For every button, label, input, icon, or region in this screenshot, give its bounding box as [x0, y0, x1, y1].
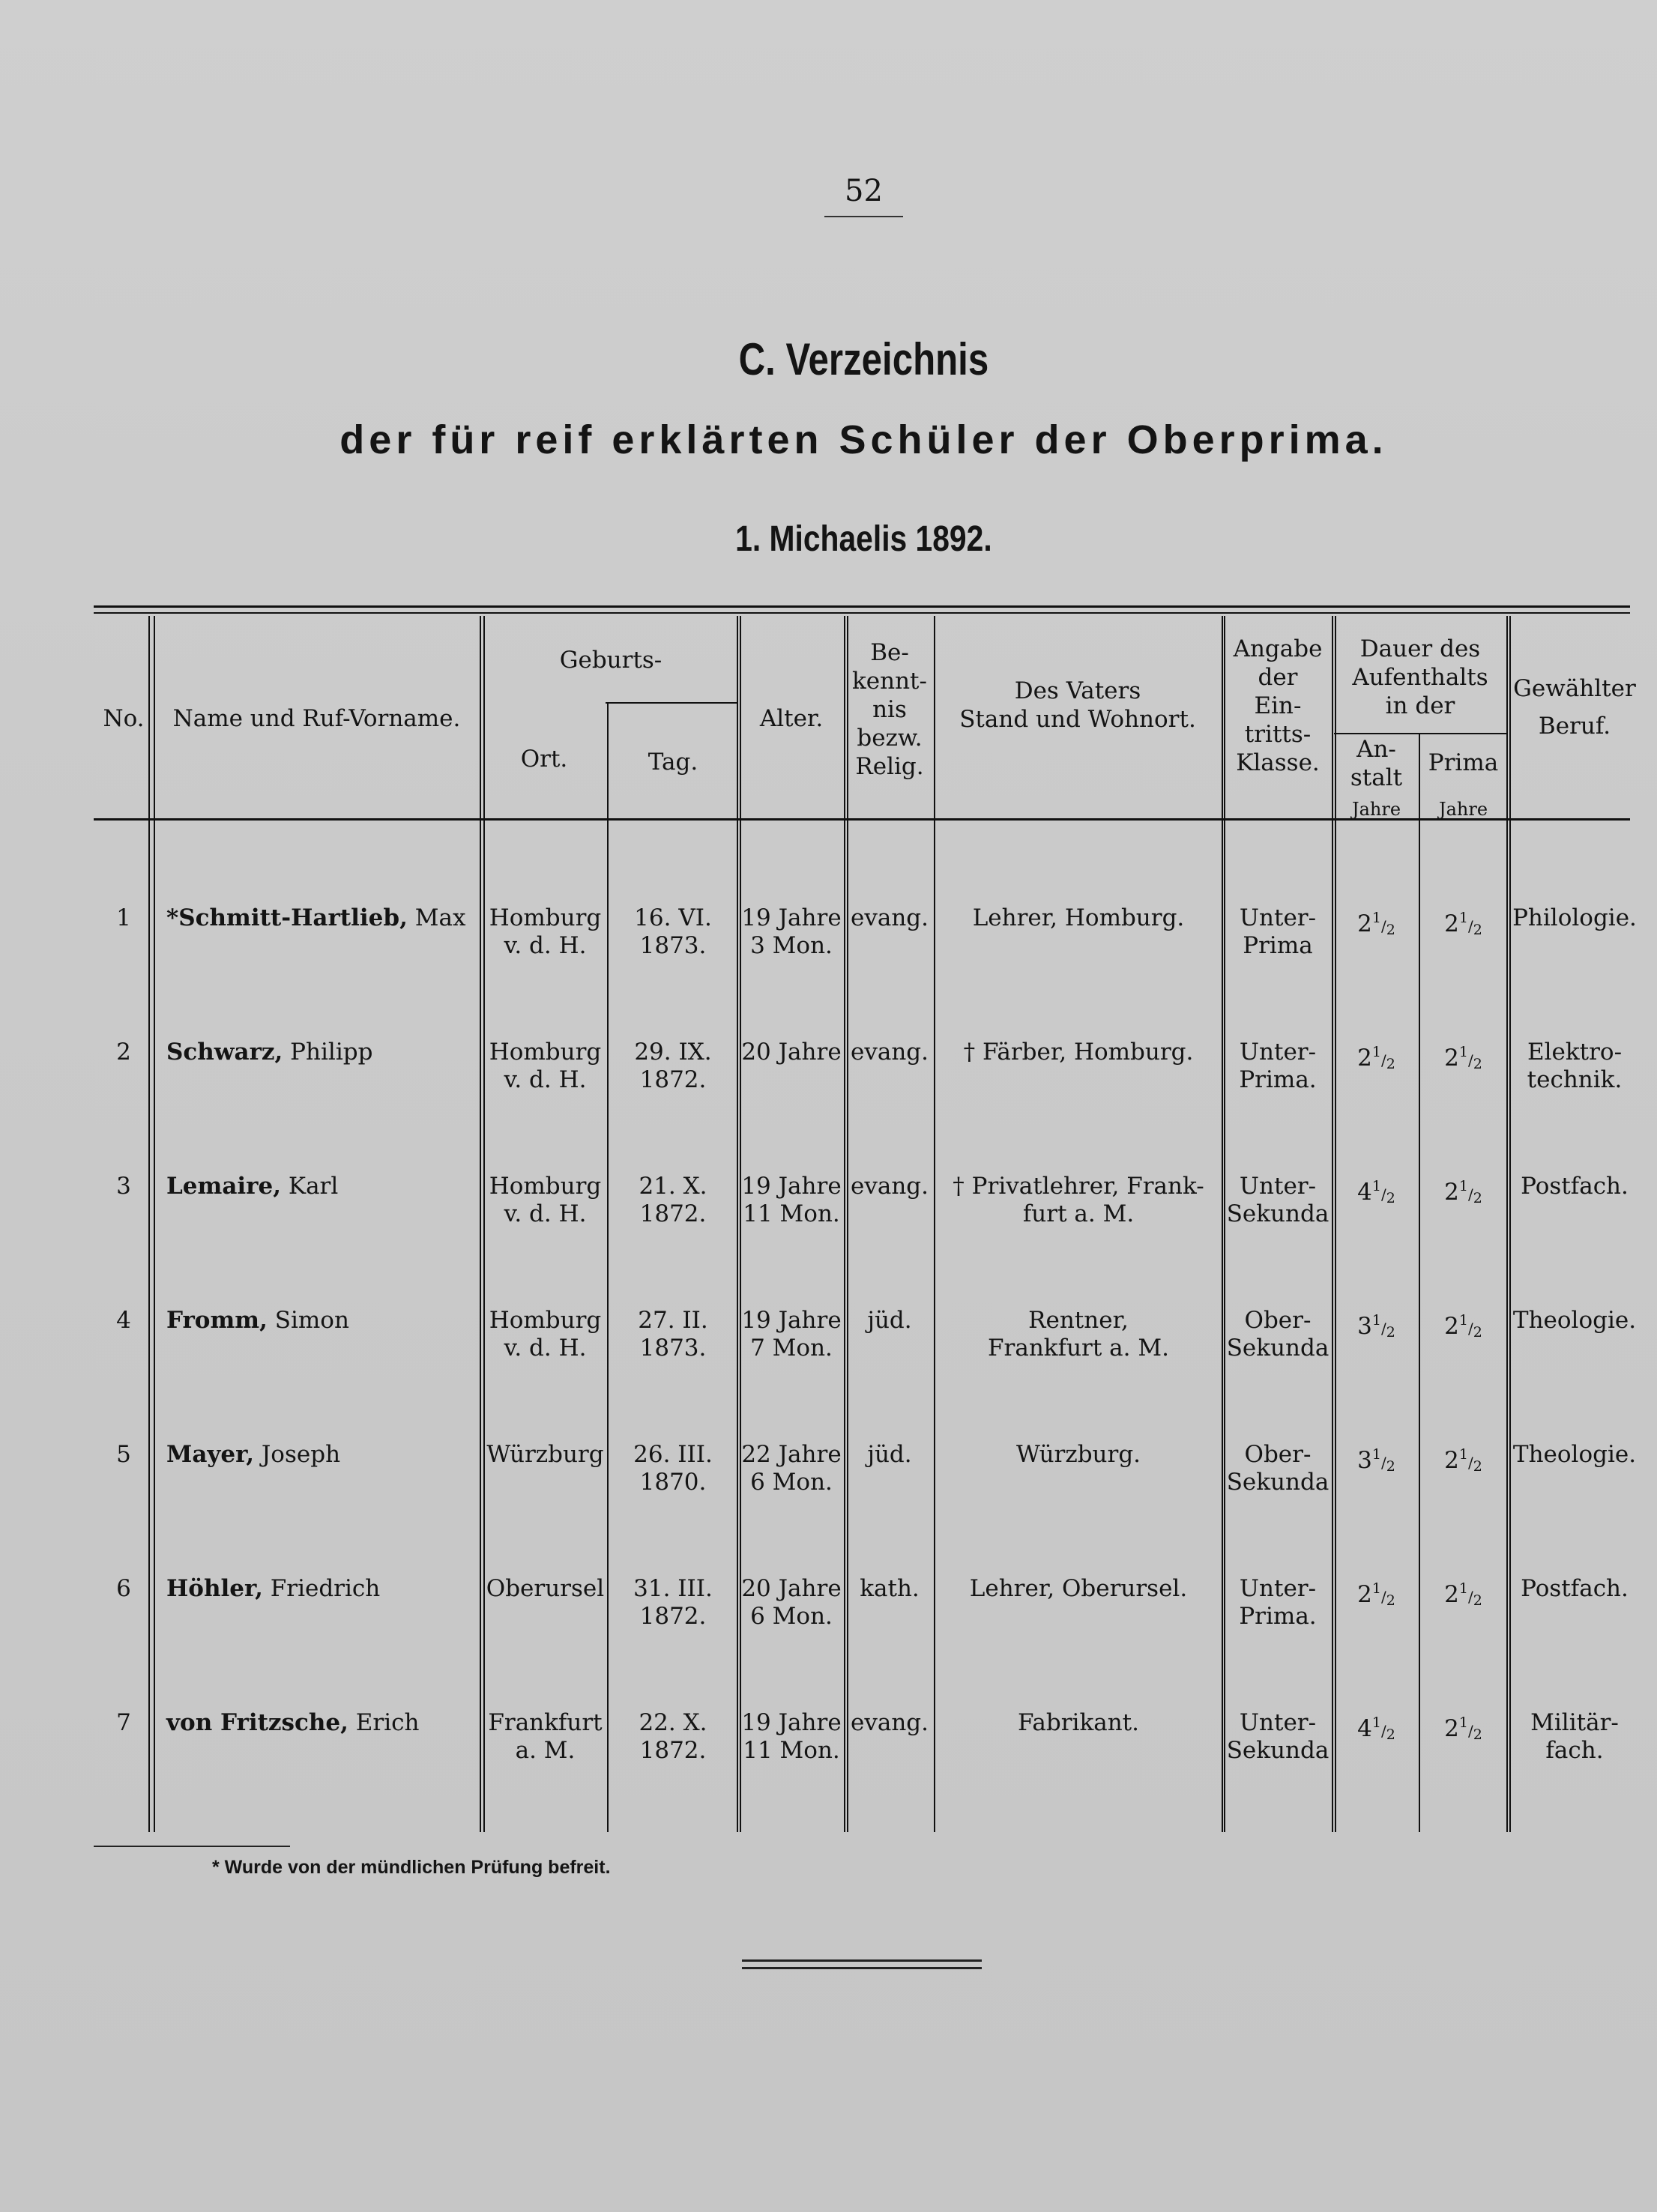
age: 19 Jahre 11 Mon. [741, 1709, 842, 1764]
header-anstalt-unit: Jahre [1351, 799, 1401, 820]
header-bekenntnis: Be- kennt- nis bezw. Relig. [852, 639, 927, 780]
footnote-rule [94, 1846, 290, 1847]
row-number: 7 [116, 1709, 131, 1736]
birth-date: 27. II. 1873. [638, 1307, 708, 1362]
chosen-profession: Militär- fach. [1530, 1709, 1619, 1764]
religion: kath. [860, 1575, 920, 1602]
header-prima-unit: Jahre [1438, 799, 1488, 820]
age: 19 Jahre 3 Mon. [741, 904, 842, 959]
birth-place: Frankfurt a. M. [488, 1709, 603, 1764]
column-rule [154, 616, 155, 1832]
entry-class: Unter- Sekunda [1226, 1709, 1329, 1764]
birth-date: 31. III. 1872. [633, 1575, 713, 1630]
years-at-school: $3^1/_2$ [1357, 1312, 1395, 1341]
student-surname: Fromm, [166, 1307, 268, 1334]
chosen-profession: Postfach. [1521, 1575, 1629, 1602]
student-firstname: Karl [288, 1173, 339, 1200]
chosen-profession: Postfach. [1521, 1173, 1629, 1200]
birth-place: Homburg v. d. H. [489, 1039, 602, 1093]
religion: evang. [850, 1709, 929, 1736]
header-angabe: Angabe der Ein- tritts- Klasse. [1233, 635, 1323, 776]
years-at-school: $2^1/_2$ [1357, 1580, 1395, 1609]
row-number: 2 [116, 1039, 131, 1066]
header-beruf: Gewählter Beruf. [1513, 675, 1636, 740]
student-surname: *Schmitt-Hartlieb, [166, 904, 408, 931]
entry-class: Unter- Prima. [1239, 1575, 1317, 1630]
header-alter: Alter. [759, 705, 824, 732]
birth-place: Würzburg [486, 1441, 604, 1468]
student-firstname: Simon [274, 1307, 349, 1334]
entry-class: Ober- Sekunda [1226, 1307, 1329, 1362]
student-name [166, 1307, 481, 1335]
row-number: 1 [116, 904, 131, 931]
student-firstname: Philipp [290, 1039, 373, 1066]
age: 22 Jahre 6 Mon. [741, 1441, 842, 1496]
father-occupation: Lehrer, Oberursel. [969, 1575, 1188, 1602]
student-surname: Lemaire, [166, 1173, 282, 1200]
birth-date: 29. IX. 1872. [634, 1039, 712, 1093]
father-occupation: Fabrikant. [1017, 1709, 1139, 1736]
header-no: No. [103, 705, 145, 732]
birth-place: Oberursel [486, 1575, 605, 1602]
header-name: Name und Ruf-Vorname. [172, 705, 461, 732]
years-in-prima: $2^1/_2$ [1444, 1312, 1482, 1341]
table-top-rule [94, 605, 1630, 608]
student-name [166, 1575, 481, 1603]
term-title: 1. Michaelis 1892. [735, 519, 992, 559]
student-name [166, 1039, 481, 1066]
header-anstalt: An- stalt [1350, 736, 1403, 791]
table-top-rule-inner [94, 612, 1630, 614]
student-name [166, 1709, 481, 1737]
father-occupation: † Färber, Homburg. [963, 1039, 1194, 1066]
father-occupation: Würzburg. [1015, 1441, 1141, 1468]
years-at-school: $2^1/_2$ [1357, 1044, 1395, 1072]
father-occupation: Lehrer, Homburg. [972, 904, 1185, 931]
birth-date: 16. VI. 1873. [634, 904, 712, 959]
entry-class: Ober- Sekunda [1226, 1441, 1329, 1496]
years-in-prima: $2^1/_2$ [1444, 1178, 1482, 1206]
geburts-subrule [606, 702, 737, 704]
entry-class: Unter- Prima. [1239, 1039, 1317, 1093]
age: 20 Jahre [741, 1039, 842, 1066]
student-firstname: Erich [355, 1709, 420, 1736]
years-in-prima: $2^1/_2$ [1444, 1446, 1482, 1475]
birth-place: Homburg v. d. H. [489, 1173, 602, 1227]
header-geburts: Geburts- [559, 647, 663, 674]
chosen-profession: Theologie. [1512, 1307, 1637, 1334]
column-rule [607, 702, 609, 1832]
chosen-profession: Philologie. [1512, 904, 1637, 931]
page-number-rule [824, 216, 903, 217]
row-number: 6 [116, 1575, 131, 1602]
header-ort: Ort. [520, 746, 568, 773]
student-surname: Mayer, [166, 1441, 255, 1468]
years-at-school: $4^1/_2$ [1357, 1714, 1395, 1743]
header-dauer: Dauer des Aufenthalts in der [1352, 635, 1488, 719]
student-firstname: Max [414, 904, 466, 931]
birth-date: 26. III. 1870. [633, 1441, 713, 1496]
column-rule [1509, 616, 1511, 1832]
student-name [166, 1173, 481, 1200]
years-at-school: $2^1/_2$ [1357, 910, 1395, 938]
dauer-subrule [1334, 733, 1506, 734]
years-in-prima: $2^1/_2$ [1444, 1580, 1482, 1609]
father-occupation: † Privatlehrer, Frank- furt a. M. [953, 1173, 1204, 1227]
years-in-prima: $2^1/_2$ [1444, 1714, 1482, 1743]
religion: evang. [850, 904, 929, 931]
row-number: 4 [116, 1307, 131, 1334]
header-prima: Prima [1428, 749, 1499, 776]
student-name [166, 1441, 481, 1469]
age: 19 Jahre 7 Mon. [741, 1307, 842, 1362]
footnote: * Wurde von der mündlichen Prüfung befreit. [212, 1857, 611, 1878]
birth-date: 22. X. 1872. [639, 1709, 707, 1764]
row-number: 5 [116, 1441, 131, 1468]
student-surname: Höhler, [166, 1575, 263, 1602]
header-tag: Tag. [648, 749, 698, 776]
header-vaters: Des Vaters Stand und Wohnort. [959, 677, 1196, 733]
end-rule-bottom [742, 1967, 982, 1969]
religion: jüd. [867, 1441, 912, 1468]
student-firstname: Joseph [261, 1441, 341, 1468]
row-number: 3 [116, 1173, 131, 1200]
column-rule [148, 616, 150, 1832]
years-at-school: $3^1/_2$ [1357, 1446, 1395, 1475]
student-surname: Schwarz, [166, 1039, 283, 1066]
column-rule [1419, 733, 1420, 1832]
column-rule [847, 616, 848, 1832]
years-in-prima: $2^1/_2$ [1444, 1044, 1482, 1072]
column-rule [480, 616, 481, 1832]
birth-place: Homburg v. d. H. [489, 904, 602, 959]
chosen-profession: Elektro- technik. [1527, 1039, 1623, 1093]
student-name [166, 904, 481, 932]
end-rule-top [742, 1959, 982, 1962]
chosen-profession: Theologie. [1512, 1441, 1637, 1468]
religion: evang. [850, 1039, 929, 1066]
birth-place: Homburg v. d. H. [489, 1307, 602, 1362]
years-in-prima: $2^1/_2$ [1444, 910, 1482, 938]
years-at-school: $4^1/_2$ [1357, 1178, 1395, 1206]
student-surname: von Fritzsche, [166, 1709, 348, 1736]
religion: evang. [850, 1173, 929, 1200]
entry-class: Unter- Sekunda [1226, 1173, 1329, 1227]
religion: jüd. [867, 1307, 912, 1334]
entry-class: Unter- Prima [1239, 904, 1317, 959]
father-occupation: Rentner, Frankfurt a. M. [988, 1307, 1169, 1362]
age: 20 Jahre 6 Mon. [741, 1575, 842, 1630]
document-title: der für reif erklärten Schüler der Oberprima. [339, 417, 1388, 462]
page-number: 52 [845, 174, 883, 208]
column-rule [1506, 616, 1508, 1832]
age: 19 Jahre 11 Mon. [741, 1173, 842, 1227]
student-firstname: Friedrich [270, 1575, 381, 1602]
section-title: C. Verzeichnis [738, 334, 989, 384]
birth-date: 21. X. 1872. [639, 1173, 707, 1227]
